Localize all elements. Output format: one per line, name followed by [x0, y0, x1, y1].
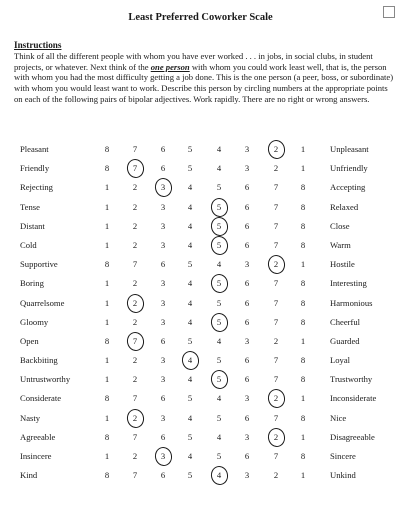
rating-number[interactable]: 4	[187, 316, 193, 327]
circled-rating-number[interactable]: 5	[212, 202, 226, 212]
rating-number[interactable]: 7	[132, 144, 138, 154]
right-adjective: Nice	[330, 412, 347, 423]
rating-number[interactable]: 8	[300, 374, 306, 385]
rating-number[interactable]: 1	[300, 431, 306, 442]
rating-number[interactable]: 6	[160, 393, 166, 404]
rating-number[interactable]: 6	[244, 316, 250, 327]
rating-number[interactable]: 6	[244, 451, 250, 461]
rating-number[interactable]: 1	[104, 220, 110, 231]
rating-number[interactable]: 5	[187, 470, 193, 481]
rating-number[interactable]: 3	[244, 259, 250, 270]
scale-row	[0, 371, 401, 390]
rating-number[interactable]: 3	[160, 220, 166, 231]
rating-number[interactable]: 8	[300, 316, 306, 327]
rating-number[interactable]: 7	[273, 201, 279, 212]
circled-rating-number[interactable]: 5	[212, 221, 226, 231]
rating-number[interactable]: 4	[216, 259, 222, 270]
rating-number[interactable]: 6	[160, 431, 166, 442]
circled-rating-number[interactable]: 5	[212, 240, 226, 250]
rating-number[interactable]: 7	[273, 278, 279, 289]
rating-number[interactable]: 8	[104, 393, 110, 404]
right-adjective: Unfriendly	[330, 163, 368, 174]
rating-number[interactable]: 7	[273, 297, 279, 308]
rating-number[interactable]: 6	[160, 259, 166, 270]
right-adjective: Inconsiderate	[330, 393, 377, 404]
rating-number[interactable]: 1	[300, 470, 306, 481]
rating-number[interactable]: 5	[216, 355, 222, 366]
rating-number[interactable]: 3	[160, 278, 166, 289]
right-adjective: Hostile	[330, 259, 355, 270]
instructions-heading: Instructions	[14, 40, 62, 50]
left-adjective: Friendly	[20, 163, 50, 174]
scale-row	[0, 218, 401, 237]
scale-row	[0, 160, 401, 179]
rating-number[interactable]: 6	[244, 182, 250, 193]
rating-number[interactable]: 1	[104, 182, 110, 193]
rating-number[interactable]: 7	[273, 220, 279, 231]
scale-row	[0, 199, 401, 218]
rating-number[interactable]: 7	[132, 393, 138, 404]
circled-rating-number[interactable]: 2	[269, 144, 283, 154]
circled-rating-number[interactable]: 2	[128, 298, 142, 308]
rating-number[interactable]: 2	[132, 201, 138, 212]
scale-row	[0, 429, 401, 448]
instructions-emphasis: one person	[150, 61, 190, 72]
rating-number[interactable]: 2	[132, 182, 138, 193]
rating-number[interactable]: 6	[160, 163, 166, 174]
rating-number[interactable]: 3	[244, 431, 250, 442]
rating-number[interactable]: 8	[300, 220, 306, 231]
right-adjective: Sincere	[330, 451, 356, 461]
rating-number[interactable]: 5	[216, 297, 222, 308]
rating-number[interactable]: 2	[132, 374, 138, 385]
rating-number[interactable]: 7	[273, 374, 279, 385]
rating-number[interactable]: 8	[104, 470, 110, 481]
rating-number[interactable]: 6	[160, 470, 166, 481]
rating-number[interactable]: 5	[216, 182, 222, 193]
scale-row	[0, 448, 401, 467]
rating-number[interactable]: 4	[216, 144, 222, 154]
rating-number[interactable]: 2	[273, 470, 279, 481]
rating-number[interactable]: 1	[104, 374, 110, 385]
rating-number[interactable]: 6	[160, 144, 166, 154]
rating-number[interactable]: 8	[104, 259, 110, 270]
rating-number[interactable]: 7	[273, 316, 279, 327]
rating-number[interactable]: 8	[300, 278, 306, 289]
left-adjective: Open	[20, 335, 39, 346]
document-title: Least Preferred Coworker Scale	[128, 12, 273, 23]
rating-number[interactable]: 2	[273, 163, 279, 174]
rating-number[interactable]: 4	[216, 431, 222, 442]
scale-row	[0, 352, 401, 371]
left-adjective: Tense	[20, 201, 40, 212]
rating-number[interactable]: 5	[187, 144, 193, 154]
right-adjective: Guarded	[330, 335, 360, 346]
rating-number[interactable]: 4	[216, 163, 222, 174]
left-adjective: Kind	[20, 470, 38, 481]
right-adjective: Accepting	[330, 182, 366, 193]
rating-number[interactable]: 2	[132, 278, 138, 289]
rating-number[interactable]: 1	[300, 144, 306, 154]
rating-number[interactable]: 7	[132, 470, 138, 481]
rating-number[interactable]: 3	[160, 355, 166, 366]
left-adjective: Rejecting	[20, 182, 53, 193]
rating-number[interactable]: 3	[160, 316, 166, 327]
scale-row	[0, 237, 401, 256]
rating-number[interactable]: 1	[104, 316, 110, 327]
rating-number[interactable]: 1	[104, 355, 110, 366]
rating-number[interactable]: 3	[244, 393, 250, 404]
rating-number[interactable]: 3	[160, 374, 166, 385]
rating-number[interactable]: 1	[300, 393, 306, 404]
rating-number[interactable]: 6	[244, 201, 250, 212]
rating-number[interactable]: 1	[104, 412, 110, 423]
rating-number[interactable]: 4	[187, 220, 193, 231]
rating-number[interactable]: 1	[300, 335, 306, 346]
left-adjective: Untrustworthy	[20, 374, 71, 385]
left-adjective: Distant	[20, 220, 45, 231]
scale-row	[0, 467, 401, 486]
circled-rating-number[interactable]: 5	[212, 278, 226, 288]
rating-number[interactable]: 8	[300, 412, 306, 423]
rating-number[interactable]: 5	[187, 431, 193, 442]
rating-number[interactable]: 2	[132, 239, 138, 250]
rating-number[interactable]: 1	[300, 259, 306, 270]
right-adjective: Trustworthy	[330, 374, 373, 385]
rating-number[interactable]: 3	[244, 470, 250, 481]
right-adjective: Cheerful	[330, 316, 361, 327]
rating-number[interactable]: 2	[132, 316, 138, 327]
rating-number[interactable]: 3	[160, 239, 166, 250]
rating-number[interactable]: 8	[300, 239, 306, 250]
scale-row	[0, 333, 401, 352]
scale-row	[0, 390, 401, 409]
right-adjective: Close	[330, 220, 350, 231]
left-adjective: Considerate	[20, 393, 62, 404]
right-adjective: Unpleasant	[330, 144, 369, 154]
rating-number[interactable]: 5	[187, 393, 193, 404]
rating-number[interactable]: 8	[104, 431, 110, 442]
circled-rating-number[interactable]: 7	[128, 336, 142, 346]
rating-number[interactable]: 4	[187, 182, 193, 193]
right-adjective: Unkind	[330, 470, 356, 481]
left-adjective: Pleasant	[20, 144, 49, 154]
left-adjective: Backbiting	[20, 355, 58, 366]
instructions-body	[14, 51, 394, 105]
rating-scale	[0, 141, 401, 486]
rating-number[interactable]: 2	[273, 335, 279, 346]
rating-number[interactable]: 4	[187, 451, 193, 461]
scale-row	[0, 314, 401, 333]
rating-number[interactable]: 4	[187, 297, 193, 308]
rating-number[interactable]: 1	[104, 201, 110, 212]
rating-number[interactable]: 8	[300, 201, 306, 212]
scale-row	[0, 141, 401, 160]
scale-row	[0, 256, 401, 275]
rating-number[interactable]: 3	[160, 201, 166, 212]
scale-row	[0, 410, 401, 429]
circled-rating-number[interactable]: 3	[156, 182, 170, 192]
rating-number[interactable]: 3	[244, 144, 250, 154]
rating-number[interactable]: 2	[132, 355, 138, 366]
right-adjective: Harmonious	[330, 297, 373, 308]
rating-number[interactable]: 6	[244, 278, 250, 289]
rating-number[interactable]: 7	[132, 259, 138, 270]
rating-number[interactable]: 4	[187, 201, 193, 212]
rating-number[interactable]: 1	[300, 163, 306, 174]
left-adjective: Cold	[20, 239, 37, 250]
rating-number[interactable]: 8	[104, 335, 110, 346]
rating-number[interactable]: 1	[104, 297, 110, 308]
rating-number[interactable]: 4	[187, 374, 193, 385]
rating-number[interactable]: 6	[160, 335, 166, 346]
rating-number[interactable]: 4	[216, 335, 222, 346]
rating-number[interactable]: 7	[273, 412, 279, 423]
rating-number[interactable]: 3	[160, 297, 166, 308]
circled-rating-number[interactable]: 2	[269, 393, 283, 403]
rating-number[interactable]: 6	[244, 239, 250, 250]
right-adjective: Warm	[330, 239, 351, 250]
rating-number[interactable]: 7	[132, 431, 138, 442]
rating-number[interactable]: 5	[187, 163, 193, 174]
left-adjective: Supportive	[20, 259, 58, 270]
left-adjective: Quarrelsome	[20, 297, 65, 308]
rating-number[interactable]: 8	[104, 144, 110, 154]
circled-rating-number[interactable]: 4	[183, 355, 197, 365]
rating-number[interactable]: 6	[244, 297, 250, 308]
left-adjective: Agreeable	[20, 431, 56, 442]
scale-row	[0, 179, 401, 198]
rating-number[interactable]: 7	[273, 239, 279, 250]
rating-number[interactable]: 4	[187, 239, 193, 250]
rating-number[interactable]: 1	[104, 278, 110, 289]
rating-number[interactable]: 6	[244, 374, 250, 385]
rating-number[interactable]: 5	[216, 412, 222, 423]
rating-number[interactable]: 6	[244, 412, 250, 423]
right-adjective: Interesting	[330, 278, 367, 289]
rating-number[interactable]: 4	[187, 278, 193, 289]
rating-number[interactable]: 4	[216, 393, 222, 404]
left-adjective: Insincere	[20, 451, 52, 461]
circled-rating-number[interactable]: 5	[212, 374, 226, 384]
rating-number[interactable]: 7	[273, 182, 279, 193]
scale-row	[0, 295, 401, 314]
rating-number[interactable]: 3	[244, 163, 250, 174]
rating-number[interactable]: 2	[132, 220, 138, 231]
rating-number[interactable]: 7	[273, 355, 279, 366]
circled-rating-number[interactable]: 2	[269, 259, 283, 269]
rating-number[interactable]: 4	[187, 412, 193, 423]
right-adjective: Loyal	[330, 355, 351, 366]
circled-rating-number[interactable]: 4	[212, 470, 226, 480]
rating-number[interactable]: 5	[187, 335, 193, 346]
rating-number[interactable]: 5	[216, 451, 222, 461]
rating-number[interactable]: 1	[104, 451, 110, 461]
left-adjective: Boring	[20, 278, 44, 289]
rating-number[interactable]: 6	[244, 220, 250, 231]
rating-number[interactable]: 8	[300, 451, 306, 461]
rating-number[interactable]: 2	[132, 451, 138, 461]
rating-number[interactable]: 8	[300, 355, 306, 366]
circled-rating-number[interactable]: 2	[269, 432, 283, 442]
rating-number[interactable]: 8	[300, 182, 306, 193]
scale-row	[0, 275, 401, 294]
rating-number[interactable]: 8	[104, 163, 110, 174]
circled-rating-number[interactable]: 3	[156, 451, 170, 461]
right-adjective: Disagreeable	[330, 431, 375, 442]
left-adjective: Gloomy	[20, 316, 49, 327]
rating-number[interactable]: 6	[244, 355, 250, 366]
rating-number[interactable]: 1	[104, 239, 110, 250]
rating-number[interactable]: 3	[244, 335, 250, 346]
left-adjective: Nasty	[20, 412, 41, 423]
circled-rating-number[interactable]: 2	[128, 413, 142, 423]
right-adjective: Relaxed	[330, 201, 359, 212]
rating-number[interactable]: 5	[187, 259, 193, 270]
rating-number[interactable]: 7	[273, 451, 279, 461]
instructions-text-before: Think of all the different people with whom you have ever worked . . . in jobs, in social clubs, in student projects, or whatever. Next think of the	[14, 51, 373, 72]
circled-rating-number[interactable]: 5	[212, 317, 226, 327]
instructions-text-after: with whom you could work least well, that is, the person with whom you had the most difficulty getting a job done. This is the one person (a peer, boss, or subordinate) with whom you would least want to work. Describe this person by circling numbers at the appropriate points on each of the following pairs of bipolar adjectives. Work rapidly. There are no right or wrong answers.	[14, 61, 394, 104]
rating-number[interactable]: 3	[160, 412, 166, 423]
circled-rating-number[interactable]: 7	[128, 163, 142, 173]
rating-number[interactable]: 8	[300, 297, 306, 308]
